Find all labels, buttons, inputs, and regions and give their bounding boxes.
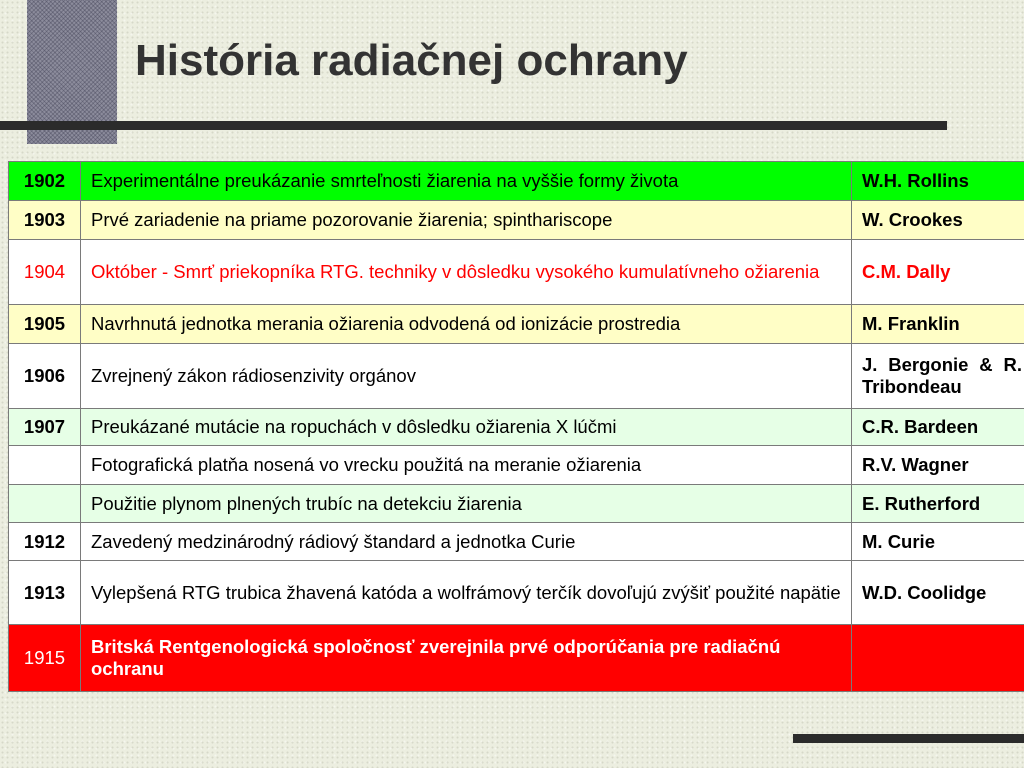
year-cell: 1907 (9, 409, 81, 446)
table-row-1902 (9, 162, 1024, 201)
year-cell: 1904 (9, 240, 81, 305)
event-cell: Október - Smrť priekopníka RTG. techniky v dôsledku vysokého kumulatívneho ožiarenia (81, 240, 852, 305)
event-cell: Použitie plynom plnených trubíc na detekciu žiarenia (81, 485, 852, 523)
event-cell: Zavedený medzinárodný rádiový štandard a jednotka Curie (81, 523, 852, 561)
table-row-1912 (9, 523, 1024, 561)
author-cell: W.D. Coolidge (852, 561, 1024, 625)
event-cell: Preukázané mutácie na ropuchách v dôsledku ožiarenia X lúčmi (81, 409, 852, 446)
event-cell: Prvé zariadenie na priame pozorovanie žiarenia; spinthariscope (81, 201, 852, 240)
bottom-decorative-bar (793, 734, 1024, 743)
year-cell: 1913 (9, 561, 81, 625)
table-row-rutherford (9, 485, 1024, 523)
table-row-1905 (9, 305, 1024, 344)
author-cell: J. Bergonie & R. Tribondeau (852, 344, 1024, 409)
year-cell: 1905 (9, 305, 81, 344)
event-cell: Fotografická platňa nosená vo vrecku použitá na meranie ožiarenia (81, 446, 852, 485)
table-row-1907 (9, 409, 1024, 446)
year-cell: 1906 (9, 344, 81, 409)
title-underline-bar (0, 121, 947, 130)
table-row-1904 (9, 240, 1024, 305)
event-cell: Britská Rentgenologická spoločnosť zverejnila prvé odporúčania pre radiačnú ochranu (81, 625, 852, 692)
year-cell: 1902 (9, 162, 81, 201)
event-cell: Zvrejnený zákon rádiosenzivity orgánov (81, 344, 852, 409)
page-title: História radiačnej ochrany (135, 36, 688, 85)
author-cell: W. Crookes (852, 201, 1024, 240)
author-cell: W.H. Rollins (852, 162, 1024, 201)
author-cell (852, 625, 1024, 692)
table-row-1913 (9, 561, 1024, 625)
table-row-1915 (9, 625, 1024, 692)
author-cell: M. Curie (852, 523, 1024, 561)
author-cell: E. Rutherford (852, 485, 1024, 523)
event-cell: Vylepšená RTG trubica žhavená katóda a wolfrámový terčík dovoľujú zvýšiť použité napätie (81, 561, 852, 625)
history-table (8, 161, 1024, 692)
table-row-1903 (9, 201, 1024, 240)
author-cell: R.V. Wagner (852, 446, 1024, 485)
year-cell: 1912 (9, 523, 81, 561)
year-cell: 1915 (9, 625, 81, 692)
year-cell: 1903 (9, 201, 81, 240)
table-row-1906 (9, 344, 1024, 409)
author-cell: M. Franklin (852, 305, 1024, 344)
author-cell: C.R. Bardeen (852, 409, 1024, 446)
author-cell: C.M. Dally (852, 240, 1024, 305)
year-cell (9, 485, 81, 523)
event-cell: Navrhnutá jednotka merania ožiarenia odvodená od ionizácie prostredia (81, 305, 852, 344)
event-cell: Experimentálne preukázanie smrteľnosti žiarenia na vyššie formy života (81, 162, 852, 201)
table-row-wagner (9, 446, 1024, 485)
year-cell (9, 446, 81, 485)
